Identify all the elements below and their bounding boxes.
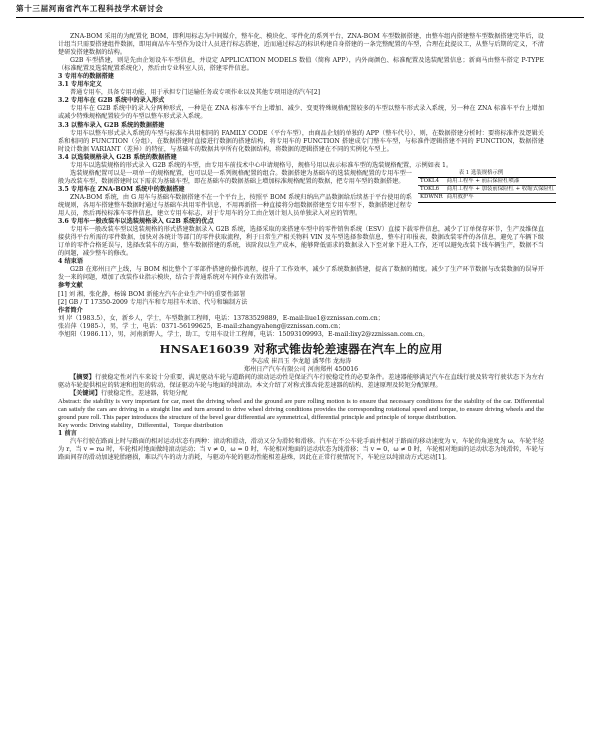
table-cell-desc: 商用工程车 + 前后保险杠喷漆 bbox=[446, 178, 520, 184]
section-3-1-heading: 3.1 专用车定义 bbox=[58, 81, 102, 89]
section-4-heading: 4 结束语 bbox=[58, 258, 84, 266]
author-bio-item: 李旭阳（1986.11），男，河南新野人，学士，助工，专用车设计工程师，电话：15093109993，E-mail:lixy2@zznissan.com.cn。 bbox=[58, 330, 429, 338]
keywords-cn bbox=[58, 390, 544, 398]
keywords-en: Key words: Driving stability，Differential，Torque distribution bbox=[58, 422, 223, 430]
abstract-cn bbox=[58, 374, 544, 390]
running-header: 第十三届河南省汽车工程科技学术研讨会 bbox=[16, 4, 164, 13]
article-authors: 李志成 崔昌玉 李龙超 潘琴伟 龙海涛 bbox=[250, 357, 352, 365]
section-3-5-text: ZNA-BOM 系统，由 G 用车与基础车数据搭建不在一个平台上，按照平 BOM 系统归纳出产品数据给后续基于平台使用的系统规则，各用车搭建整车数据时通过与基础车共用零件信息，不用再新搭一种直接将分组数据搭建至专用车型下，数据搭建过程专用人员，然后再按标准车零件信息，建立专用车标志，对于专用车的分工由企划计划人员单独录入对应的管理。 bbox=[58, 193, 412, 218]
article-title: HNSAE16039 对称式锥齿轮差速器在汽车上的应用 bbox=[159, 341, 443, 356]
section-3-heading: 3 专用车的数据搭建 bbox=[58, 73, 114, 81]
section-3-2-heading: 3.2 专用车在 G2B 系统中的录入形式 bbox=[58, 97, 165, 105]
content bbox=[58, 33, 555, 462]
table-caption: 表 1 选装规格示例 bbox=[458, 169, 504, 176]
table-cell-desc: 商用救护车 bbox=[445, 194, 557, 202]
section-3-5-heading: 3.5 专用车在 ZNA-BOM 系统中的数据搭建 bbox=[58, 185, 185, 193]
option-table bbox=[418, 169, 555, 203]
table-row bbox=[418, 186, 556, 194]
section-3-2-text: 专用车在 G2B 系统中的录入分两种形式，一种是在 ZNA 标准车平台上增加、减少、变更特殊规格配置较多的车型以整车形式录入系统，另一种在 ZNA 标准车平台上增加或减少特殊规格配置较少的车型以整车形式录入系统。 bbox=[58, 105, 544, 121]
abstract-label: 【摘要】 bbox=[70, 373, 95, 381]
option-table-grid bbox=[418, 177, 556, 203]
paragraph-zna-bom: ZNA-BOM 采用的为配置化 BOM，即利用标志为中间媒介，整车化、模块化、零件化的系列平台，ZNA-BOM 车型数据搭建，由整车组内搭建整车型数据搭建完毕后，设计组当只需要搭建组件数据，即用商品车车型作为设计人员进行标志搭建，近而通过标志的标识构建自身搭建的一条完整配置的车型，合理在此提议工，从整与后期的定义，不清楚研发搭建数据的结构。 bbox=[58, 33, 544, 57]
intro-heading: 1 前言 bbox=[58, 430, 77, 438]
table-row bbox=[418, 194, 556, 202]
references-heading: 参考文献 bbox=[58, 282, 83, 290]
author-bio-heading: 作者简介 bbox=[58, 306, 83, 314]
table-cell-code: TOKL6 bbox=[418, 186, 445, 194]
table-cell-code: KDWNR bbox=[420, 194, 443, 201]
header-rule bbox=[16, 17, 584, 18]
section-3-6-heading: 3.6 专用车一般改装车以选装规格录入 G2B 系统的优点 bbox=[58, 218, 214, 226]
table-cell-desc: 商用工程车 + 加装前保险杠 + 收缩式保险杠 bbox=[446, 186, 555, 193]
section-3-4-heading: 3.4 以选装规格录入 G2B 系统的数据搭建 bbox=[58, 153, 177, 161]
article-affiliation: 郑州日产汽车有限公司 河南郑州 450016 bbox=[243, 365, 359, 373]
abstract-en: Abstract: the stability is very important for car, meet the driving wheel and the ground are pure rolling motion is to ensure that necessary conditions for the stability of the car. Differential can satisfy the cars are driving in a straight line and turn around to drive wheel driving conditions provides the corresponding rotational speed and torque, to ensure driving wheels and the ground pure roll. This paper introduces the structure of the bevel gear differential are symmetrical, differential principle and principle of torque distribution. bbox=[58, 398, 544, 422]
section-3-3-heading: 3.3 以整车录入 G2B 系统的数据搭建 bbox=[58, 121, 165, 129]
section-3-1-text: 普通专用车，具备专用功能，用于承担专门运输任务或专项作业以及其他专项用途的汽车[2] bbox=[70, 89, 321, 97]
paragraph-g2b: G2B 车型搭建，则是先由企划设车车型信息，并设定 APPLICATION MODELS 数值（简称 APP），内外商颜色、标准配置及选装配置信息；新商马由整车搭定 P-TYPE（标准配置及选装配置系统化），然后由专业科室人员，搭建零件信息。 bbox=[58, 57, 544, 73]
table-cell-code: TOKL4 bbox=[420, 178, 440, 184]
author-bio-item: 刘 岸（1983.5），女，新乡人，学士，车型数据工程师，电话：13783529889，E-mail:liue1@zznissan.com.cn； bbox=[58, 314, 384, 322]
intro-text: 汽车行驶在路面上时与路面的相对运动状态有两种：滚动和滑动，滑动又分为滑转和滑移。汽车在不公车轮手面并相对于路面的移动速度为 v，车轮的角速度为 ω，车轮半径为 r，当 v = rω 时，车轮相对地面做纯滚动运动；当 v ≠ 0，ω = 0 时，车轮相对地面的运动状态为纯滑移；当 v = 0，ω ≠ 0 时，车轮相对地面的运动状态为纯滑转，车轮与路面间存的滑动加速轮胎磨损，难以汽车的动力消耗，与驱动车轮的驱动性能相差悬殊，因此在正常行驶情况下，车轮应以纯滚动方式运动[1]。 bbox=[58, 438, 544, 462]
section-3-4-text: 专用车以选装规格的形式录入 G2B 系统的车型，由专用车前技术中心申请规格号，规格号用以表示标准车型的选装规格配置，示例如表 1。 bbox=[70, 161, 453, 169]
author-bio-item: 张岩萍（1985-），男，学 士，电话：0371-56199625，E-mail:zhangyaheng@zznissan.com.cn； bbox=[58, 322, 345, 330]
section-3-4-wrap-text: 选装规格配置可以是一项单一的规格配置，也可以是一系列规格配置的组合。数据搭建为基础车的选装规格配置的专用车型一般为改装车型，数据搭建时以下需求为基础车型，即在基础车的数据基础上增加标准规格配置的数据，把专用车型的数据搭建。 bbox=[58, 169, 412, 185]
section-4-text: G2B 在郑州日产上线，与 BOM 相比整个了零部件搭建的操作流程，提升了工作效率，减少了系统数据搭建，提高了数据的精度。减少了生产环节数据与改装数据的误导开发一来的问题，增加了改装作业指示模块，结合于普通系统对车间作业有效指导。 bbox=[58, 266, 544, 282]
section-3-6-text: 专用车一般改装车型以选装规格的形式搭建数据录入 G2B 系统，选择采取的来搭建车型中的零件销售系统（ESV）直接下载零件信息，减少了订单保存环节，生产及维保直接获得平台所需的零件数据，加快对各统计等部门的零件获取流程，利于日常生产相关物料 VIN 及车型选择参数信息，整车打印报表，数据改装零件的各信息，避免了车辆下级订单的零件合格延误与，选择改装车的方面，整车数据搭建的系统，该阶段以生产成本，能够降低需求的数据录入下至对象下进入工作，还可以避免改装下线车辆生产，数据不当的问题，减少整车的修改。 bbox=[58, 226, 544, 258]
keywords-text: 行驶稳定性，差速器，转矩分配 bbox=[100, 389, 188, 397]
keywords-label: 【关键词】 bbox=[70, 389, 101, 397]
reference-item: [1] 刘 湘，张化静，杨锦 BOM 新能左汽车企业生产中的重要性部署 bbox=[58, 290, 246, 298]
reference-item: [2] GB / T 17350-2009 专用汽车和专用挂车术语、代号和编制方法 bbox=[58, 298, 248, 306]
abstract-text: 行驶稳定性对汽车来说十分重要，满足驱动车轮与道路间的滚动运动性是保证汽车行驶稳定性的必要条件。差速器能够满足汽车在直线行驶及转弯行驶状态下为左右驱动车轮提供相应的转速和扭矩的转动，保证驱动车轮与地面的纯滚动。本文介绍了对称式锥齿轮差速器的结构、差速原理及转矩分配原理。 bbox=[58, 373, 544, 389]
table-row bbox=[418, 178, 556, 186]
section-3-3-text: 专用车以整车形式录入系统的车型与标准车共用相同的 FAMILY CODE（平台车型），由商品企划的单独的 APP（整车代号），则，在数据搭建分析时：要将标准件及逻辑关系和相同的 FUNCTION（分组），在数据搭建时直接进行数据的搭建结构，将专用车的 FUNCTION 搭建成专门整车车型，与标准件逻辑搭建不同的 FUNCTION，数据搭建时设计数据 VARIANT（差异）的特征，与基础车的数据共享所有化数据结构，将数据的逻辑搭建在不同的实例化车型上。 bbox=[58, 129, 544, 153]
